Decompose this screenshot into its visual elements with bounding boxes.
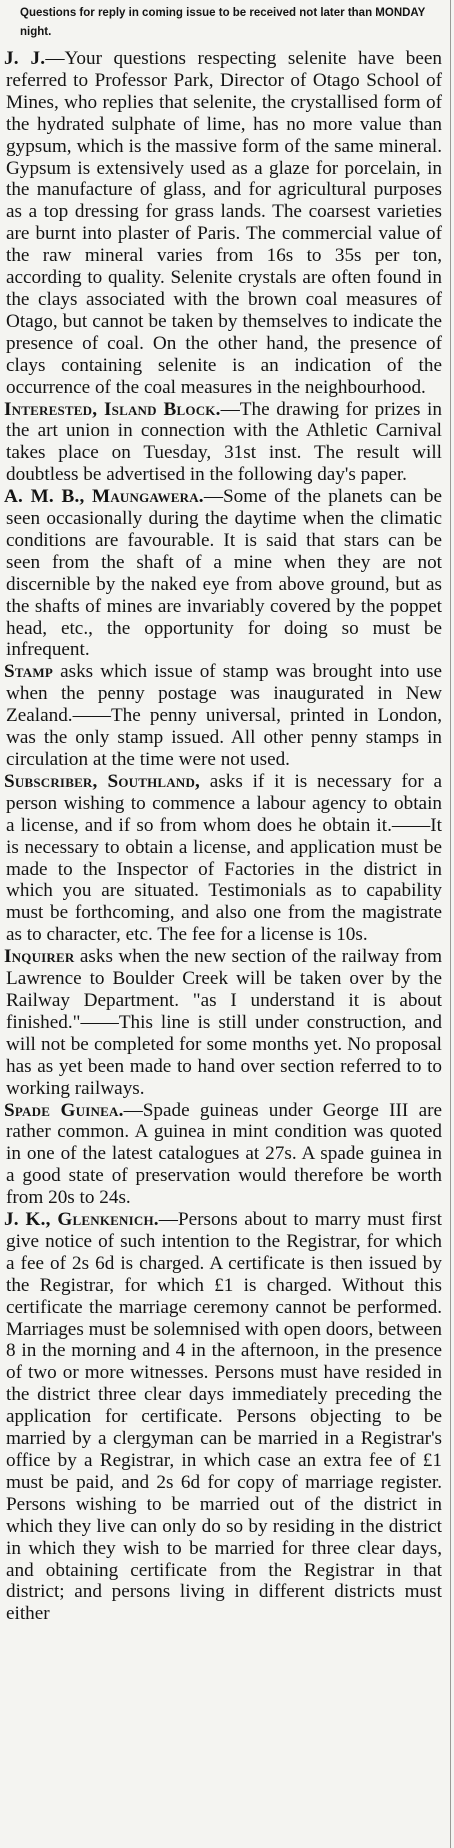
deadline-notice: Questions for reply in coming issue to be received not later than MONDAY night. [20, 7, 426, 38]
entry-heading: A. M. B., Maungawera. [4, 486, 204, 508]
answer-entry-planets [6, 486, 442, 661]
entry-text: —The drawing for prizes in the art union in connection with the Athletic Carnival takes place on Tuesday, 31st inst. The result will doubtless be advertised in the following day's paper. [6, 398, 442, 486]
entry-text: asks if it is necessary for a person wishing to commence a labour agency to obtain a license, and if so from whom does he obtain it.——It is necessary to obtain a license, and application must be made to the Inspector of Factories in the district in which you are situated. Testimonials as to capability must be forthcoming, and also one from the magistrate as to character, etc. The fee for a license is 10s. [6, 770, 442, 946]
entry-text: —Persons about to marry must first give notice of such intention to the Registrar, for which a fee of 2s 6d is charged. A certificate is then issued by the Registrar, for which £1 is charged. Without this certificate the marriage ceremony cannot be performed. Marriages must be solemnised with open doors, between 8 in the morning and 4 in the afternoon, in the presence of two or more witnesses. Persons must have resided in the district three clear days immediately preceding the application for certificate. Persons objecting to be married by a clergyman can be married in a Registrar's office by a Registrar, in which case an extra fee of £1 must be paid, and 2s 6d for copy of marriage register. Persons wishing to be married out of the district in which they live can only do so by residing in the district in which they wish to be married for three clear days, and obtaining certificate from the Registrar in that district; and persons living in different districts must either [6, 1209, 442, 1625]
answer-entry-marriage [6, 1209, 442, 1625]
answer-entry-stamp [6, 661, 442, 771]
entry-heading: J. K., Glenkenich. [4, 1209, 159, 1231]
entry-heading: Inquirer [4, 946, 75, 968]
answer-entry-art-union [6, 399, 442, 487]
entry-heading: Stamp [4, 661, 53, 683]
answer-entry-labour-agency [6, 771, 442, 946]
entry-text: —Your questions respecting selenite have been referred to Professor Park, Director of Otago School of Mines, who replies that selenite, the crystallised form of the hydrated sulphate of lime, has no more value than gypsum, which is the massive form of the same mineral. Gypsum is extensively used as a glaze for porcelain, in the manufacture of glass, and for agricultural purposes as a top dressing for grass lands. The coarsest varieties are burnt into plaster of Paris. The commercial value of the raw mineral varies from 16s to 35s per ton, according to quality. Selenite crystals are often found in the clays associated with the brown coal measures of Otago, but cannot be taken by themselves to indicate the presence of coal. On the other hand, the presence of clays containing selenite is an indication of the occurrence of the coal measures in the neighbourhood. [6, 48, 443, 398]
entry-text: asks when the new section of the railway from Lawrence to Boulder Creek will be taken over by the Railway Department. "as I understand it is about finished."——This line is still under construction, and will not be completed for some months yet. No proposal has as yet been made to hand over section referred to to working railways. [6, 946, 442, 1099]
entry-text: —Spade guineas under George III are rather common. A guinea in mint condition was quoted in one of the latest catalogues at 27s. A spade guinea in a good state of preservation would therefore be worth from 20s to 24s. [6, 1099, 442, 1209]
entry-heading: J. J. [4, 48, 46, 69]
entry-heading: Interested, Island Block. [4, 398, 221, 420]
answer-entry-railway [6, 946, 442, 1099]
answer-entry-selenite [6, 48, 442, 399]
entry-text: asks which issue of stamp was brought into use when the penny postage was inaugurated in New Zealand.——The penny universal, printed in London, was the only stamp issued. All other penny stamps in circulation at the time were not used. [6, 661, 442, 770]
entry-heading: Spade Guinea. [4, 1099, 124, 1121]
column-rule [450, 0, 451, 1848]
answer-entry-spade-guinea [6, 1100, 442, 1210]
entry-text: —Some of the planets can be seen occasionally during the daytime when the climatic conditions are favourable. It is said that stars can be seen from the shaft of a mine when they are not discernible by the naked eye from above ground, but as the shafts of mines are invariably covered by the poppet head, etc., the opportunity for doing so must be infrequent. [6, 486, 443, 661]
entry-heading: Subscriber, Southland, [4, 770, 201, 792]
